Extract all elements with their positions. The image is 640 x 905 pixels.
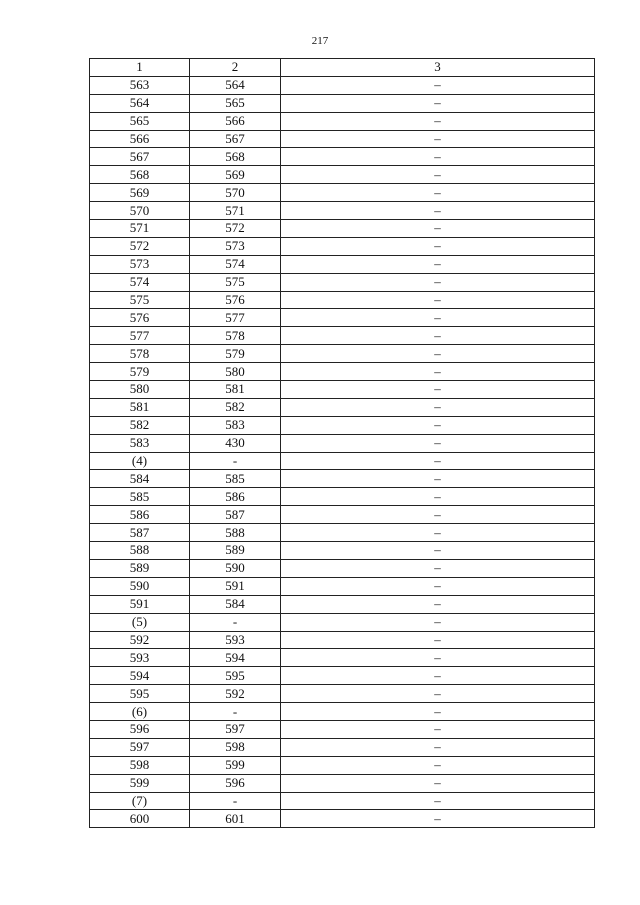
- table-cell-col-2: 599: [190, 756, 281, 774]
- table-cell-col-1: 574: [90, 273, 190, 291]
- table-row: [90, 76, 595, 94]
- table-cell-col-3: –: [281, 184, 595, 202]
- table-cell-col-1: 599: [90, 774, 190, 792]
- table-cell-col-1: 595: [90, 685, 190, 703]
- table-cell-col-3: –: [281, 309, 595, 327]
- table-cell-col-2: 577: [190, 309, 281, 327]
- table-cell-col-3: –: [281, 255, 595, 273]
- table-row: [90, 810, 595, 828]
- table-cell-col-3: –: [281, 685, 595, 703]
- table-cell-col-2: 564: [190, 76, 281, 94]
- table-cell-col-2: 571: [190, 202, 281, 220]
- table-cell-col-2: 576: [190, 291, 281, 309]
- table-cell-col-3: –: [281, 577, 595, 595]
- table-row: [90, 416, 595, 434]
- table-cell-col-3: –: [281, 327, 595, 345]
- table-header-row: [90, 59, 595, 77]
- table-row: [90, 506, 595, 524]
- table-cell-col-1: 584: [90, 470, 190, 488]
- table-cell-col-2: 584: [190, 595, 281, 613]
- table-row: [90, 363, 595, 381]
- table-cell-col-2: 585: [190, 470, 281, 488]
- table-cell-col-2: 568: [190, 148, 281, 166]
- table-cell-col-1: (6): [90, 703, 190, 721]
- table-row: [90, 309, 595, 327]
- table-row: [90, 631, 595, 649]
- table-cell-col-1: 579: [90, 363, 190, 381]
- table-cell-col-2: -: [190, 703, 281, 721]
- table-cell-col-1: 592: [90, 631, 190, 649]
- table-row: [90, 756, 595, 774]
- table-row: [90, 291, 595, 309]
- table-cell-col-2: 594: [190, 649, 281, 667]
- table-row: [90, 738, 595, 756]
- table-cell-col-1: 564: [90, 94, 190, 112]
- table-cell-col-1: 597: [90, 738, 190, 756]
- table-cell-col-3: –: [281, 416, 595, 434]
- table-cell-col-3: –: [281, 703, 595, 721]
- table-cell-col-3: –: [281, 542, 595, 560]
- table-cell-col-2: 601: [190, 810, 281, 828]
- table-row: [90, 202, 595, 220]
- table-cell-col-2: -: [190, 452, 281, 470]
- table-cell-col-3: –: [281, 810, 595, 828]
- table-row: [90, 613, 595, 631]
- table-row: [90, 398, 595, 416]
- table-row: [90, 237, 595, 255]
- column-header-1: 1: [90, 59, 190, 77]
- table-cell-col-3: –: [281, 631, 595, 649]
- table-cell-col-3: –: [281, 774, 595, 792]
- table-cell-col-2: 572: [190, 220, 281, 238]
- table-cell-col-1: (7): [90, 792, 190, 810]
- column-header-2: 2: [190, 59, 281, 77]
- table-cell-col-1: (4): [90, 452, 190, 470]
- table-cell-col-3: –: [281, 273, 595, 291]
- table-cell-col-1: 583: [90, 434, 190, 452]
- table-row: [90, 559, 595, 577]
- table-cell-col-1: 567: [90, 148, 190, 166]
- table-row: [90, 792, 595, 810]
- table-cell-col-3: –: [281, 166, 595, 184]
- table-cell-col-1: 575: [90, 291, 190, 309]
- table-row: [90, 220, 595, 238]
- table-cell-col-2: 583: [190, 416, 281, 434]
- table-cell-col-2: 581: [190, 381, 281, 399]
- table-cell-col-2: -: [190, 613, 281, 631]
- table-row: [90, 685, 595, 703]
- table-row: [90, 452, 595, 470]
- table-cell-col-1: 587: [90, 524, 190, 542]
- table-row: [90, 255, 595, 273]
- table-cell-col-2: 598: [190, 738, 281, 756]
- table-row: [90, 434, 595, 452]
- table-cell-col-2: 588: [190, 524, 281, 542]
- table-cell-col-1: 598: [90, 756, 190, 774]
- table-cell-col-1: 581: [90, 398, 190, 416]
- table-header: [90, 59, 595, 77]
- table-row: [90, 524, 595, 542]
- table-cell-col-1: 578: [90, 345, 190, 363]
- table-cell-col-2: 582: [190, 398, 281, 416]
- table-cell-col-1: 569: [90, 184, 190, 202]
- table-cell-col-1: 572: [90, 237, 190, 255]
- table-cell-col-1: 577: [90, 327, 190, 345]
- table-cell-col-3: –: [281, 559, 595, 577]
- table-cell-col-1: 588: [90, 542, 190, 560]
- table-cell-col-2: 565: [190, 94, 281, 112]
- table-cell-col-1: 568: [90, 166, 190, 184]
- table-cell-col-3: –: [281, 148, 595, 166]
- table-row: [90, 345, 595, 363]
- table-cell-col-1: 585: [90, 488, 190, 506]
- table-row: [90, 667, 595, 685]
- table-cell-col-2: -: [190, 792, 281, 810]
- table-cell-col-1: 565: [90, 112, 190, 130]
- table-cell-col-2: 596: [190, 774, 281, 792]
- table-cell-col-2: 573: [190, 237, 281, 255]
- table-cell-col-3: –: [281, 381, 595, 399]
- table-cell-col-1: 573: [90, 255, 190, 273]
- table-cell-col-3: –: [281, 398, 595, 416]
- table-cell-col-1: 586: [90, 506, 190, 524]
- table-cell-col-3: –: [281, 524, 595, 542]
- table-row: [90, 148, 595, 166]
- table-row: [90, 94, 595, 112]
- table-cell-col-3: –: [281, 291, 595, 309]
- table-row: [90, 470, 595, 488]
- table-cell-col-2: 566: [190, 112, 281, 130]
- table-cell-col-1: 571: [90, 220, 190, 238]
- table-cell-col-1: 580: [90, 381, 190, 399]
- data-table: [89, 58, 595, 828]
- table-cell-col-1: 600: [90, 810, 190, 828]
- table-cell-col-2: 589: [190, 542, 281, 560]
- table-cell-col-2: 592: [190, 685, 281, 703]
- table-cell-col-3: –: [281, 112, 595, 130]
- table-cell-col-3: –: [281, 756, 595, 774]
- table-cell-col-2: 587: [190, 506, 281, 524]
- table-cell-col-3: –: [281, 237, 595, 255]
- table-row: [90, 166, 595, 184]
- table-cell-col-3: –: [281, 345, 595, 363]
- table-cell-col-1: 576: [90, 309, 190, 327]
- table-cell-col-1: 589: [90, 559, 190, 577]
- table-cell-col-2: 567: [190, 130, 281, 148]
- table-cell-col-3: –: [281, 434, 595, 452]
- table-cell-col-3: –: [281, 363, 595, 381]
- table-row: [90, 488, 595, 506]
- table-cell-col-2: 569: [190, 166, 281, 184]
- table-cell-col-3: –: [281, 720, 595, 738]
- table-cell-col-2: 574: [190, 255, 281, 273]
- table-cell-col-3: –: [281, 220, 595, 238]
- table-cell-col-1: 593: [90, 649, 190, 667]
- table-row: [90, 542, 595, 560]
- table-cell-col-3: –: [281, 506, 595, 524]
- table-row: [90, 112, 595, 130]
- column-header-3: 3: [281, 59, 595, 77]
- table-cell-col-3: –: [281, 470, 595, 488]
- table-row: [90, 327, 595, 345]
- table-cell-col-1: 590: [90, 577, 190, 595]
- table-cell-col-1: 570: [90, 202, 190, 220]
- table-cell-col-2: 575: [190, 273, 281, 291]
- table-cell-col-1: 582: [90, 416, 190, 434]
- table-cell-col-2: 597: [190, 720, 281, 738]
- table-cell-col-3: –: [281, 130, 595, 148]
- table-row: [90, 720, 595, 738]
- table-body: [90, 76, 595, 827]
- table-row: [90, 273, 595, 291]
- table-cell-col-2: 593: [190, 631, 281, 649]
- table-cell-col-1: 566: [90, 130, 190, 148]
- table-cell-col-1: 596: [90, 720, 190, 738]
- table-cell-col-2: 430: [190, 434, 281, 452]
- table-cell-col-2: 595: [190, 667, 281, 685]
- table-cell-col-2: 586: [190, 488, 281, 506]
- table-row: [90, 703, 595, 721]
- table-cell-col-2: 570: [190, 184, 281, 202]
- table-cell-col-3: –: [281, 452, 595, 470]
- page-number: 217: [311, 35, 329, 47]
- table-row: [90, 577, 595, 595]
- table-cell-col-3: –: [281, 595, 595, 613]
- table-cell-col-2: 580: [190, 363, 281, 381]
- table-cell-col-3: –: [281, 202, 595, 220]
- table-cell-col-2: 578: [190, 327, 281, 345]
- table-row: [90, 649, 595, 667]
- table-cell-col-3: –: [281, 667, 595, 685]
- table-cell-col-3: –: [281, 792, 595, 810]
- table-cell-col-3: –: [281, 94, 595, 112]
- table-cell-col-3: –: [281, 649, 595, 667]
- table-cell-col-2: 579: [190, 345, 281, 363]
- table-cell-col-1: 594: [90, 667, 190, 685]
- table-cell-col-1: 591: [90, 595, 190, 613]
- table-cell-col-3: –: [281, 76, 595, 94]
- table-cell-col-2: 590: [190, 559, 281, 577]
- table-row: [90, 595, 595, 613]
- table-cell-col-1: (5): [90, 613, 190, 631]
- table-row: [90, 184, 595, 202]
- table-row: [90, 381, 595, 399]
- table-cell-col-3: –: [281, 738, 595, 756]
- table-cell-col-3: –: [281, 613, 595, 631]
- table-cell-col-1: 563: [90, 76, 190, 94]
- table-row: [90, 774, 595, 792]
- table-row: [90, 130, 595, 148]
- table-cell-col-3: –: [281, 488, 595, 506]
- table-cell-col-2: 591: [190, 577, 281, 595]
